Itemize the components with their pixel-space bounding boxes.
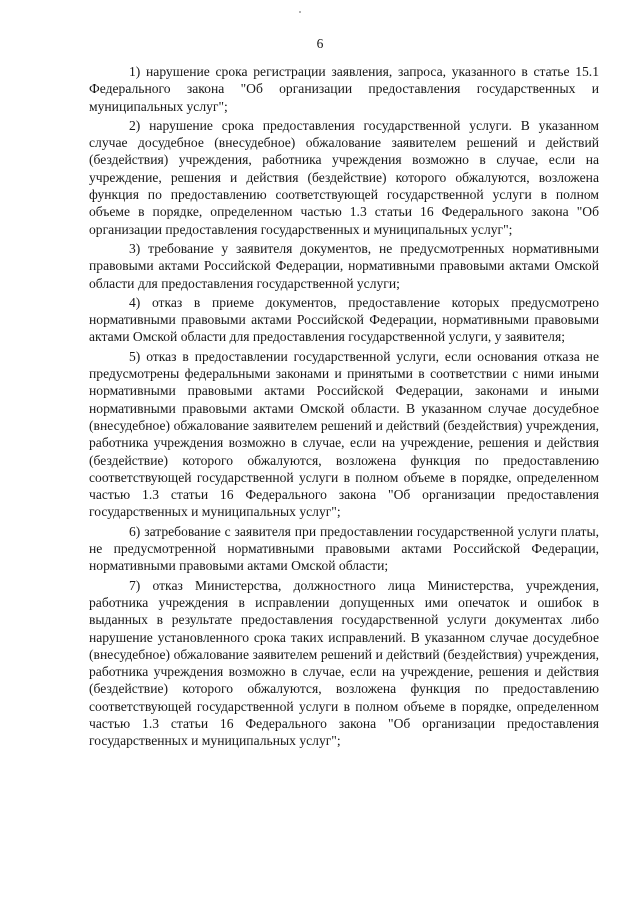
scan-speck xyxy=(299,11,301,13)
paragraph-5: 5) отказ в предоставлении государственной услуги, если основания отказа не предусмотрены федеральными законами и принятыми в соответствии с ними иными нормативными правовыми актами Российской Федерации, законами и иными нормативными правовыми актами Омской области. В указанном случае досудебное (внесудебное) обжалование заявителем решений и действий (бездействия) учреждения, работника учреждения возможно в случае, если на учреждение, решения и действия (бездействие) которого обжалуются, возложена функция по предоставлению соответствующей государственной услуги в полном объеме в порядке, определенном частью 1.3 статьи 16 Федерального закона "Об организации предоставления государственных и муниципальных услуг"; xyxy=(89,348,599,520)
page-number: 6 xyxy=(316,36,324,51)
paragraph-4: 4) отказ в приеме документов, предоставление которых предусмотрено нормативными правовыми актами Российской Федерации, нормативными правовыми актами Омской области для предоставления государственной услуги, у заявителя; xyxy=(89,294,599,345)
paragraph-2: 2) нарушение срока предоставления государственной услуги. В указанном случае досудебное (внесудебное) обжалование заявителем решений и действий (бездействия) учреждения, работника учреждения возможно в случае, если на учреждение, решения и действия (бездействие) которого обжалуются, возложена функция по предоставлению соответствующей государственной услуги в полном объеме в порядке, определенном частью 1.3 статьи 16 Федерального закона "Об организации предоставления государственных и муниципальных услуг"; xyxy=(89,117,599,237)
paragraph-7: 7) отказ Министерства, должностного лица Министерства, учреждения, работника учреждения в исправлении допущенных ими опечаток и ошибок в выданных в результате предоставления государственной услуги документах либо нарушение установленного срока таких исправлений. В указанном случае досудебное (внесудебное) обжалование заявителем решений и действий (бездействия) учреждения, работника учреждения возможно в случае, если на учреждение, решения и действия (бездействие) которого обжалуются, возложена функция по предоставлению соответствующей государственной услуги в полном объеме в порядке, определенном частью 1.3 статьи 16 Федерального закона "Об организации предоставления государственных и муниципальных услуг"; xyxy=(89,577,599,749)
document-body xyxy=(89,63,599,752)
paragraph-1: 1) нарушение срока регистрации заявления, запроса, указанного в статье 15.1 Федерального закона "Об организации предоставления государственных и муниципальных услуг"; xyxy=(89,64,599,114)
paragraph-3: 3) требование у заявителя документов, не предусмотренных нормативными правовыми актами Российской Федерации, нормативными правовыми актами Омской области для предоставления государственной услуги; xyxy=(89,240,599,291)
paragraph-6: 6) затребование с заявителя при предоставлении государственной услуги платы, не предусмотренной нормативными правовыми актами Российской Федерации, нормативными правовыми актами Омской области; xyxy=(89,523,599,574)
